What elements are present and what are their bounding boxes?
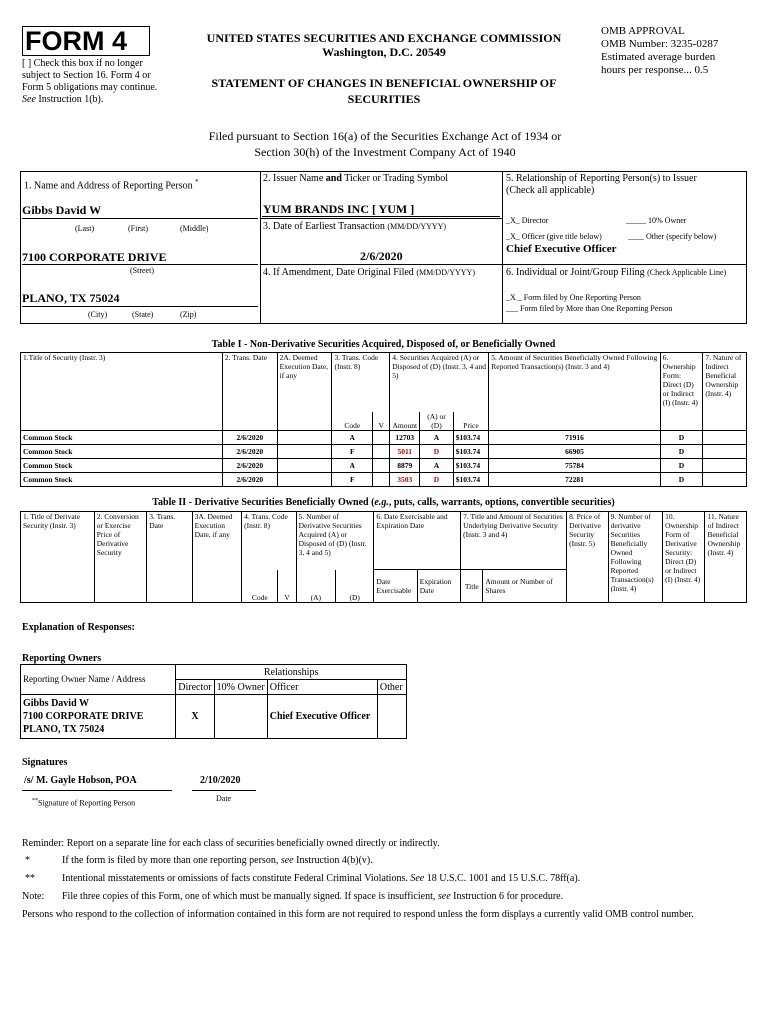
note-text: File three copies of this Form, one of which must be manually signed. If space is insufficient, see Instruction 6 for procedure. (62, 891, 564, 902)
check-box-note: [ ] Check this box if no longer subject to Section 16. Form 4 or Form 5 obligations may continue. See Instruction 1(b). (22, 58, 158, 105)
label-zip: (Zip) (180, 310, 197, 319)
table-row: Gibbs David W 7100 CORPORATE DRIVE PLANO, TX 75024 X Chief Executive Officer (21, 695, 407, 739)
reporting-owners-table (20, 664, 407, 739)
reminder-text: Reminder: Report on a separate line for each class of securities beneficially owned directly or indirectly. (22, 838, 440, 849)
filing-option-group: ___ Form filed by More than One Reporting Person (506, 304, 673, 313)
reporting-city-state: PLANO, TX 75024 (22, 291, 120, 305)
t1-h-sub-price: Price (453, 412, 489, 431)
filed-pursuant-2: Section 30(h) of the Investment Company Act of 1940 (254, 145, 516, 159)
filing-option-one: _X _ Form filed by One Reporting Person (506, 293, 641, 302)
owners-col-ten: 10% Owner (214, 680, 267, 695)
reporting-person-name: Gibbs David W (22, 203, 102, 217)
reporting-owners-heading: Reporting Owners (22, 653, 102, 664)
t2-h-sub-exp: Expiration Date (417, 570, 460, 603)
label-street: (Street) (130, 266, 154, 275)
explanation-heading: Explanation of Responses: (22, 622, 135, 633)
t1-h-deemed: 2A. Deemed Execution Date, if any (277, 353, 332, 431)
reporting-street: 7100 CORPORATE DRIVE (22, 250, 167, 264)
agency-name: UNITED STATES SECURITIES AND EXCHANGE COMMISSION (206, 31, 562, 45)
t1-h-sub-v: V (373, 412, 390, 431)
earliest-transaction-date: 2/6/2020 (360, 249, 403, 263)
ten-percent-owner-check: _____ 10% Owner (626, 216, 687, 225)
t2-h-sub-a: (A) (296, 570, 335, 603)
t2-h-nature: 11. Nature of Indirect Beneficial Ownership (Instr. 4) (705, 512, 747, 603)
t2-h-sub-v: V (278, 570, 296, 603)
table-row: Common Stock 2/6/2020 F 3503 D $103.74 72281 D (21, 472, 747, 486)
form-title: FORM 4 (25, 26, 128, 56)
signatures-heading: Signatures (22, 757, 68, 768)
t1-h-sub-aord: (A) or (D) (420, 412, 453, 431)
table-row: Common Stock 2/6/2020 A 12703 A $103.74 71916 D (21, 430, 747, 444)
t2-h-sub-amount: Amount or Number of Shares (483, 570, 567, 603)
t1-h-code: 3. Trans. Code (Instr. 8) (332, 353, 390, 412)
table-row: Common Stock 2/6/2020 A 8879 A $103.74 75784 D (21, 458, 747, 472)
table1 (20, 352, 747, 487)
box6-label: 6. Individual or Joint/Group Filing (Check Applicable Line) (506, 267, 727, 278)
owners-col-officer: Officer (267, 680, 377, 695)
statement-title-2: SECURITIES (347, 92, 421, 106)
signature-label: **Signature of Reporting Person (32, 798, 136, 808)
note-label: Note: (22, 891, 45, 902)
table2-title: Table II - Derivative Securities Beneficially Owned (e.g., puts, calls, warrants, options, convertible securities) (152, 497, 615, 508)
box3-label: 3. Date of Earliest Transaction (MM/DD/YYYY) (263, 221, 447, 232)
t1-h-nature: 7. Nature of Indirect Beneficial Ownership (Instr. 4) (703, 353, 747, 431)
t2-h-code: 4. Trans. Code (Instr. 8) (242, 512, 297, 570)
t2-h-form: 10. Ownership Form of Derivative Security: Direct (D) or Indirect (I) (Instr. 4) (663, 512, 705, 603)
owners-relationships: Relationships (176, 665, 407, 680)
signature-date: 2/10/2020 (200, 775, 241, 786)
t2-h-title: 1. Title of Derivate Security (Instr. 3) (21, 512, 95, 603)
t1-h-sub-code: Code (332, 412, 373, 431)
t2-h-conversion: 2. Conversion or Exercise Price of Derivative Security (94, 512, 147, 603)
label-middle: (Middle) (180, 224, 209, 233)
t2-h-deemed: 3A. Deemed Execution Date, if any (192, 512, 241, 603)
t2-h-sub-date-ex: Date Exercisable (374, 570, 417, 603)
form-title-box (22, 26, 150, 56)
date-label: Date (216, 794, 232, 803)
label-last: (Last) (75, 224, 95, 233)
agency-city: Washington, D.C. 20549 (322, 45, 446, 59)
footnote-doublestar-text: Intentional misstatements or omissions of facts constitute Federal Criminal Violations. See 18 U.S.C. 1001 and 15 U.S.C. 78ff(a). (62, 873, 581, 884)
officer-title: Chief Executive Officer (506, 243, 617, 255)
t2-h-underlying: 7. Title and Amount of Securities Underlying Derivative Security (Instr. 3 and 4) (461, 512, 567, 570)
t1-h-form: 6. Ownership Form: Direct (D) or Indirect (I) (Instr. 4) (660, 353, 703, 431)
t1-h-date: 2. Trans. Date (222, 353, 277, 431)
t1-h-title: 1.Title of Security (Instr. 3) (21, 353, 223, 431)
t2-h-exercisable: 6. Date Exercisable and Expiration Date (374, 512, 461, 570)
t2-h-sub-title: Title (461, 570, 483, 603)
footnote-star-text: If the form is filed by more than one reporting person, see Instruction 4(b)(v). (62, 855, 373, 866)
owners-col-name: Reporting Owner Name / Address (21, 665, 176, 695)
statement-title-1: STATEMENT OF CHANGES IN BENEFICIAL OWNERSHIP OF (211, 76, 557, 90)
director-check: _X_ Director (506, 216, 549, 225)
box5-label: 5. Relationship of Reporting Person(s) to Issuer (Check all applicable) (506, 173, 697, 196)
omb-approval: OMB APPROVAL OMB Number: 3235-0287 Estimated average burden hours per response... 0.5 (601, 25, 719, 76)
box1-label: 1. Name and Address of Reporting Person * (24, 178, 199, 192)
owners-col-other: Other (377, 680, 406, 695)
t2-h-date: 3. Trans. Date (147, 512, 192, 603)
box4-label: 4. If Amendment, Date Original Filed (MM/DD/YYYY) (263, 267, 475, 278)
t2-h-number: 5. Number of Derivative Securities Acquired (A) or Disposed of (D) (Instr. 3, 4 and 5) (296, 512, 374, 570)
t1-h-acquired: 4. Securities Acquired (A) or Disposed of (D) (Instr. 3, 4 and 5) (390, 353, 489, 412)
table2 (20, 511, 747, 603)
t1-h-owned: 5. Amount of Securities Beneficially Owned Following Reported Transaction(s) (Instr. 3 and 4) (489, 353, 660, 431)
t2-h-sub-d: (D) (336, 570, 374, 603)
footnote-star-symbol: * (25, 855, 30, 866)
t2-h-price: 8. Price of Derivative Security (Instr. 5) (567, 512, 608, 603)
owners-row-director: X (176, 695, 214, 739)
box2-label: 2. Issuer Name and Ticker or Trading Symbol (263, 173, 449, 184)
label-first: (First) (128, 224, 148, 233)
table-row: Common Stock 2/6/2020 F 5011 D $103.74 66905 D (21, 444, 747, 458)
owners-col-director: Director (176, 680, 214, 695)
owners-row-officer: Chief Executive Officer (267, 695, 377, 739)
table1-title: Table I - Non-Derivative Securities Acquired, Disposed of, or Beneficially Owned (211, 339, 556, 350)
other-check: ____ Other (specify below) (628, 232, 717, 241)
t2-h-sub-code: Code (242, 570, 278, 603)
label-state: (State) (132, 310, 154, 319)
t1-h-sub-amount: Amount (390, 412, 420, 431)
signer-name: /s/ M. Gayle Hobson, POA (24, 775, 137, 786)
t2-h-derivative-owned: 9. Number of derivative Securities Beneficially Owned Following Reported Transaction(s) (Instr. 4) (608, 512, 663, 603)
officer-check: _X_ Officer (give title below) (506, 232, 602, 241)
issuer-name: YUM BRANDS INC [ YUM ] (263, 202, 415, 216)
omb-disclaimer: Persons who respond to the collection of information contained in this form are not required to respond unless the form displays a currently valid OMB control number. (22, 909, 694, 920)
label-city: (City) (88, 310, 108, 319)
filed-pursuant-1: Filed pursuant to Section 16(a) of the Securities Exchange Act of 1934 or (208, 129, 562, 143)
footnote-doublestar-symbol: ** (25, 873, 35, 884)
